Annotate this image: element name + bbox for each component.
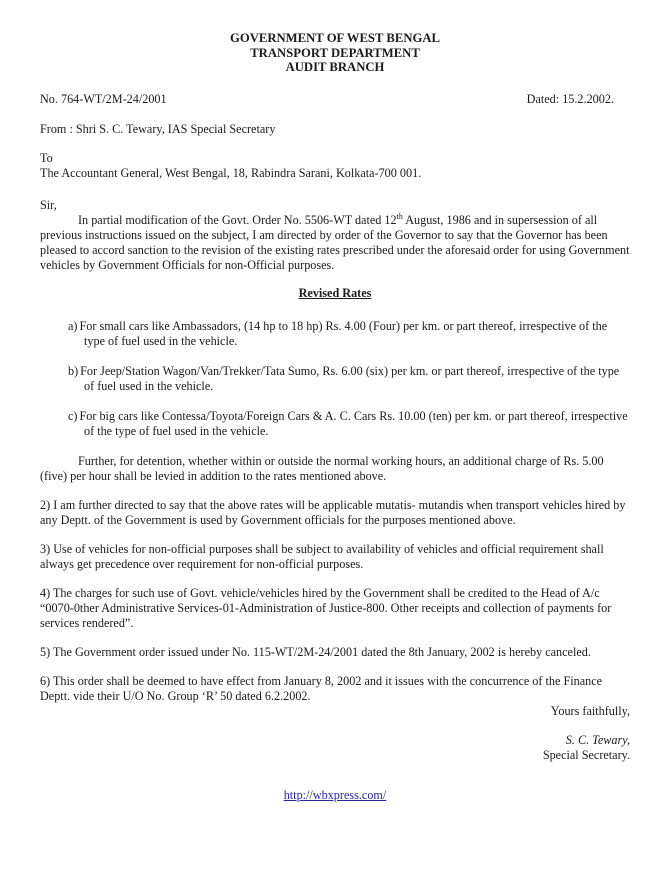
detention-paragraph: Further, for detention, whether within or outside the normal working hours, an additional charge of Rs. 5.00 (five) per hour shall be levied in addition to the rates mentioned above. <box>40 453 604 483</box>
rate-item-a <box>68 319 630 349</box>
rate-item-c-label: c) <box>68 408 78 423</box>
letterhead <box>40 31 630 75</box>
opening-paragraph-text-continued: August, 1986 and in supersession of all previous instructions issued on the subject, I am directed by order of the Governor to say that the Governor has been pleased to accord sanction to the revision of the existing rates prescribed under the aforesaid order for using Government vehicles by Government Officials for non-Official purposes. <box>40 212 630 272</box>
rate-item-a-label: a) <box>68 318 78 333</box>
signatory-name: S. C. Tewary, <box>565 732 630 747</box>
ordinal-superscript: th <box>396 211 403 221</box>
numbered-paragraph-4: 4) The charges for such use of Govt. vehicle/vehicles hired by the Government shall be credited to the Head of A/c “0070-0ther Administrative Services-01-Administration of Justice-800. Other receipts and collection of payments for services rendered”. <box>40 585 612 630</box>
signatory-title: Special Secretary. <box>542 747 630 762</box>
numbered-paragraph-6: 6) This order shall be deemed to have effect from January 8, 2002 and it issues with the concurrence of the Finance Deptt. vide their U/O No. Group ‘R’ 50 dated 6.2.2002. <box>40 673 603 703</box>
section-heading-revised-rates: Revised Rates <box>298 285 372 300</box>
signature-block <box>40 733 630 763</box>
from-line: From : Shri S. C. Tewary, IAS Special Secretary <box>40 121 276 136</box>
wbxpress-link[interactable]: http://wbxpress.com/ <box>283 787 387 802</box>
memo-date: Dated: 15.2.2002. <box>526 91 614 106</box>
to-label: To <box>40 150 53 165</box>
salutation: Sir, <box>40 197 57 212</box>
to-address: The Accountant General, West Bengal, 18, Rabindra Sarani, Kolkata-700 001. <box>40 165 422 180</box>
rate-item-c-text: For big cars like Contessa/Toyota/Foreign Cars & A. C. Cars Rs. 10.00 (ten) per km. or part thereof, irrespective of the type of fuel used in the vehicle. <box>79 408 628 438</box>
letterhead-line-government: GOVERNMENT OF WEST BENGAL <box>230 31 440 45</box>
rate-item-b-label: b) <box>68 363 79 378</box>
letterhead-line-branch: AUDIT BRANCH <box>285 60 385 75</box>
opening-paragraph-text: In partial modification of the Govt. Order No. 5506-WT dated 12 <box>78 212 397 227</box>
footer <box>40 788 630 803</box>
opening-paragraph <box>40 213 630 273</box>
rate-item-a-text: For small cars like Ambassadors, (14 hp to 18 hp) Rs. 4.00 (Four) per km. or part thereof, irrespective of the type of fuel used in the vehicle. <box>79 318 608 348</box>
letterhead-line-department: TRANSPORT DEPARTMENT <box>250 45 420 60</box>
numbered-paragraph-2: 2) I am further directed to say that the above rates will be applicable mutatis- mutandis when transport vehicles hired by any Deptt. of the Government is used by Government officials for the purposes mentioned above. <box>40 497 626 527</box>
to-block <box>40 151 630 181</box>
memo-number: No. 764-WT/2M-24/2001 <box>40 91 167 106</box>
rate-item-c <box>68 409 630 439</box>
rate-item-b-text: For Jeep/Station Wagon/Van/Trekker/Tata Sumo, Rs. 6.00 (six) per km. or part thereof, irrespective of the type of fuel used in the vehicle. <box>80 363 620 393</box>
valediction: Yours faithfully, <box>550 703 630 718</box>
numbered-paragraph-5: 5) The Government order issued under No. 115-WT/2M-24/2001 dated the 8th January, 2002 is hereby canceled. <box>40 644 591 659</box>
reference-line <box>40 92 630 107</box>
rate-item-b <box>68 364 630 394</box>
numbered-paragraph-3: 3) Use of vehicles for non-official purposes shall be subject to availability of vehicles and official requirement shall always get precedence over requirement for non-official purposes. <box>40 541 604 571</box>
